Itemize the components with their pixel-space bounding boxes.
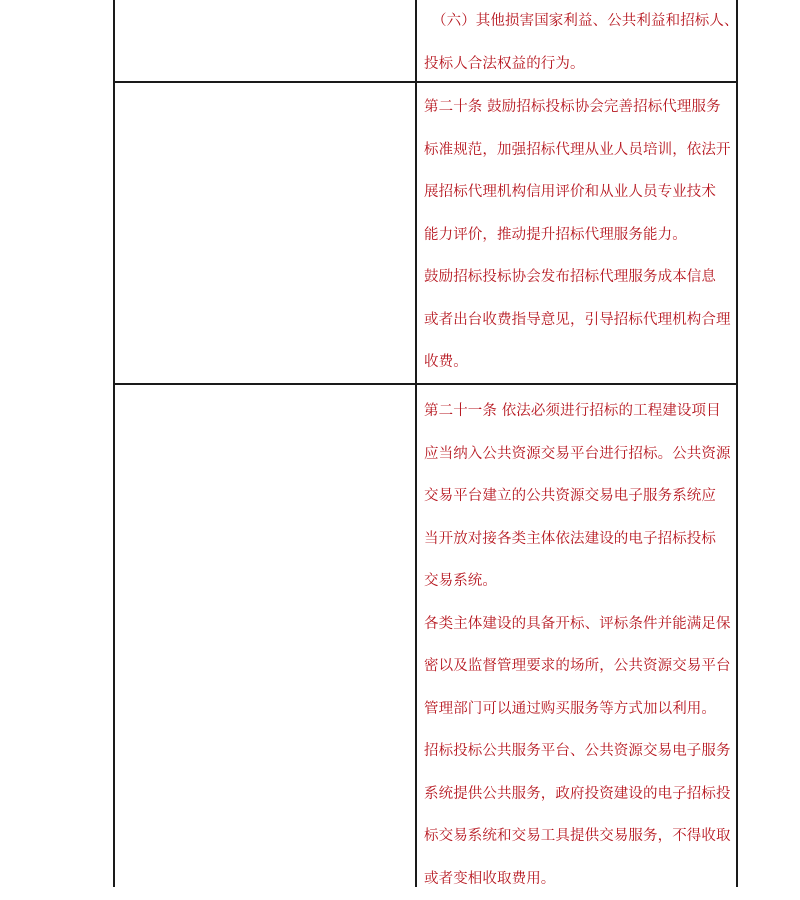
article-text-line: 交易系统。	[424, 560, 736, 603]
article-text-line: 应当纳入公共资源交易平台进行招标。公共资源	[424, 433, 736, 476]
table-row	[424, 86, 736, 384]
table-border-right	[736, 0, 738, 887]
article-text-line: 收费。	[424, 341, 736, 384]
article-text-line: 或者出台收费指导意见，引导招标代理机构合理	[424, 299, 736, 342]
article-text-line: 能力评价，推动提升招标代理服务能力。	[424, 214, 736, 257]
article-text-line: 管理部门可以通过购买服务等方式加以利用。	[424, 688, 736, 731]
article-text-line: 展招标代理机构信用评价和从业人员专业技术	[424, 171, 736, 214]
article-text-line: 交易平台建立的公共资源交易电子服务系统应	[424, 475, 736, 518]
table-row	[424, 390, 736, 900]
article-text-line: （六）其他损害国家利益、公共利益和招标人、	[432, 0, 744, 43]
article-text-line: 密以及监督管理要求的场所，公共资源交易平台	[424, 645, 736, 688]
table-border-middle	[415, 0, 417, 887]
article-heading-line: 第二十条 鼓励招标投标协会完善招标代理服务	[424, 86, 736, 129]
table-row	[432, 0, 744, 85]
article-heading-line: 第二十一条 依法必须进行招标的工程建设项目	[424, 390, 736, 433]
table-border-left	[113, 0, 115, 887]
article-text-line: 鼓励招标投标协会发布招标代理服务成本信息	[424, 256, 736, 299]
article-text-line: 标交易系统和交易工具提供交易服务，不得收取	[424, 815, 736, 858]
article-text-line: 各类主体建设的具备开标、评标条件并能满足保	[424, 603, 736, 646]
article-text-line: 招标投标公共服务平台、公共资源交易电子服务	[424, 730, 736, 773]
article-text-line: 标准规范，加强招标代理从业人员培训，依法开	[424, 129, 736, 172]
article-text-line: 当开放对接各类主体依法建设的电子招标投标	[424, 518, 736, 561]
article-text-line: 投标人合法权益的行为。	[424, 43, 744, 86]
article-text-line: 系统提供公共服务，政府投资建设的电子招标投	[424, 773, 736, 816]
article-text-line: 或者变相收取费用。	[424, 858, 736, 900]
